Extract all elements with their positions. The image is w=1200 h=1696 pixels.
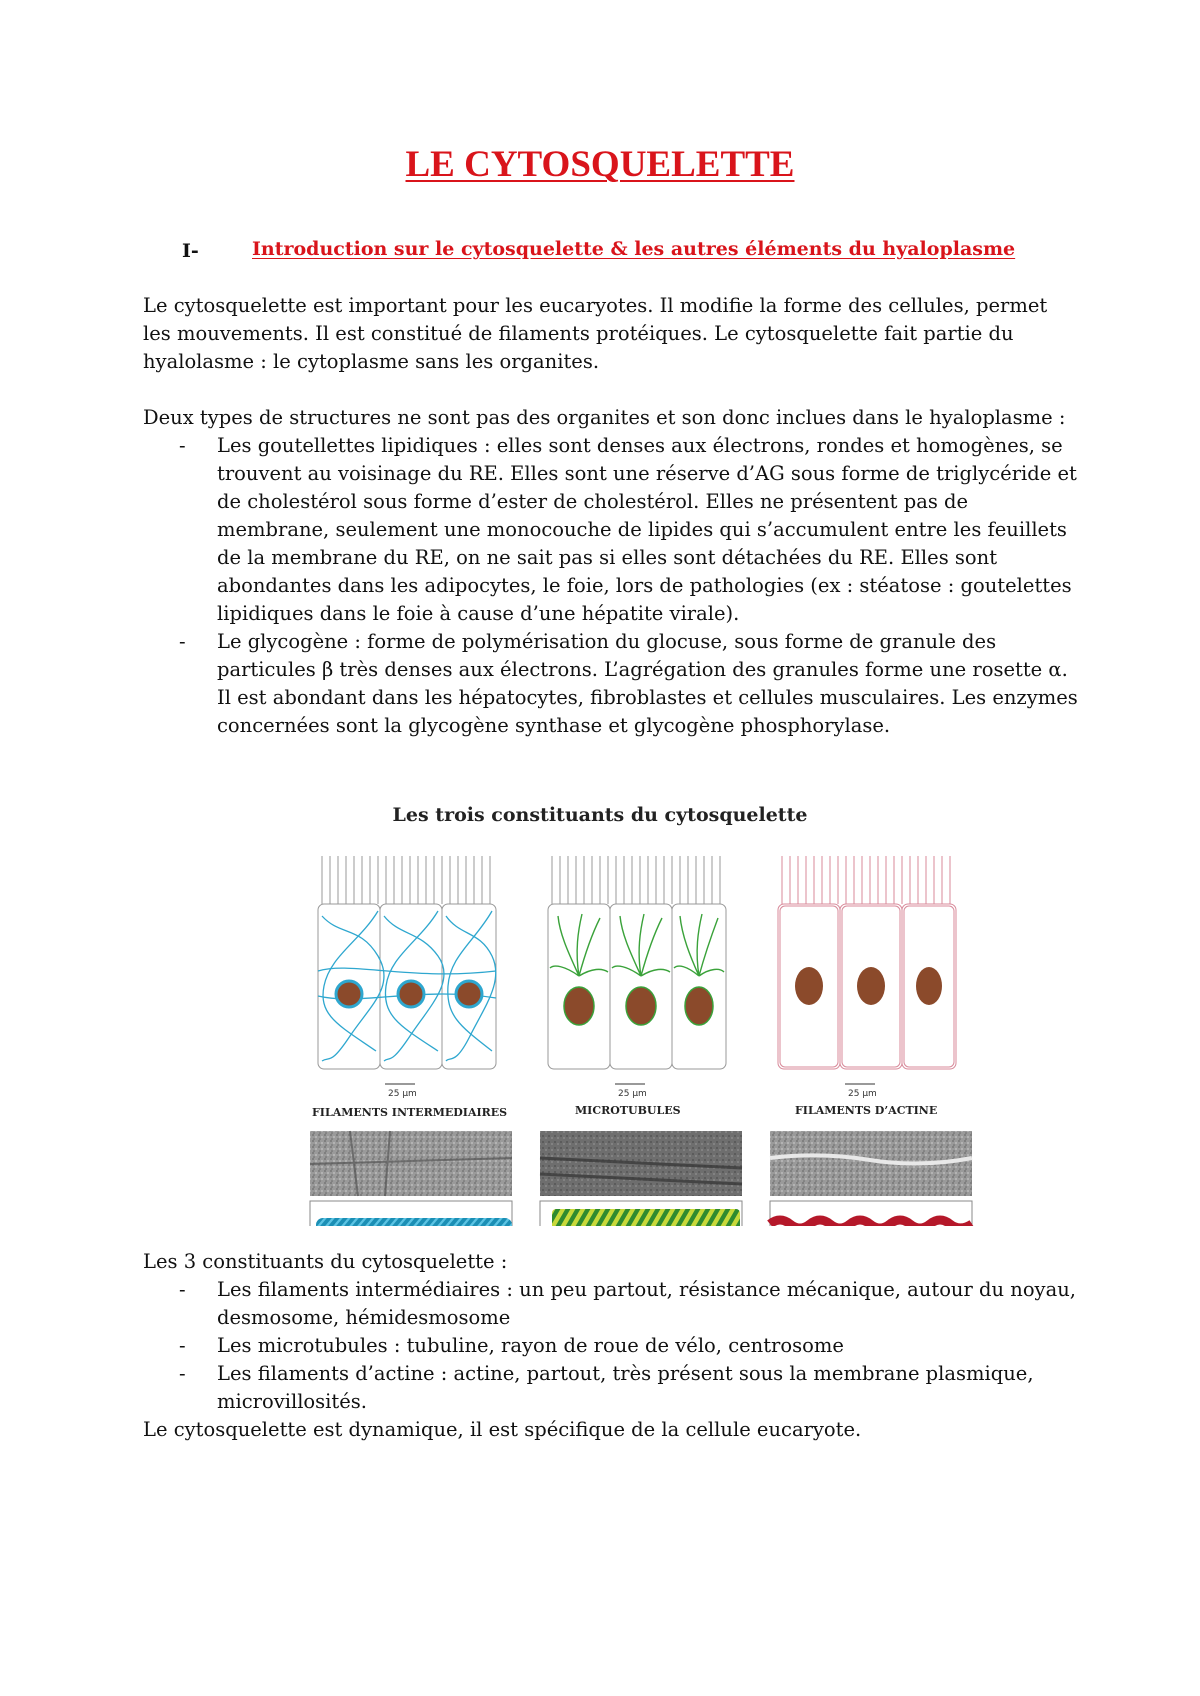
intermediate-filament-model: [316, 1218, 512, 1226]
conclusion: Le cytosquelette est dynamique, il est spécifique de la cellule eucaryote.: [143, 1418, 862, 1441]
bullet-dash: -: [179, 434, 186, 457]
bullet-text: Les goutellettes lipidiques : elles sont denses aux électrons, rondes et homogènes, se trouvent au voisinage du RE. Elles sont une réserve d’AG sous forme de triglycéride et de cholestérol sous forme d’ester de cholestérol. Elles ne présentent pas de membrane, seulement une monocouche de lipides qui s’accumulent entre les feuillets de la membrane du RE, on ne sait pas si elles sont détachées du RE. Elles sont abondantes dans les adipocytes, le foie, lors de pathologies (ex : stéatose : goutelettes lipidiques dans le foie à cause d’une hépatite virale).: [217, 434, 1077, 625]
figure-title: Les trois constituants du cytosquelette: [392, 804, 808, 826]
list-item: [143, 1360, 1083, 1416]
panel-intermediate-filaments: [310, 856, 512, 1226]
bullet-text: Les filaments d’actine : actine, partout, très présent sous la membrane plasmique, microvillosités.: [217, 1362, 1034, 1413]
bullet-dash: -: [179, 1362, 186, 1385]
bullet-text: Le glycogène : forme de polymérisation du glocuse, sous forme de granule des particules β très denses aux électrons. L’agrégation des granules forme une rosette α. Il est abondant dans les hépatocytes, fibroblastes et cellules musculaires. Les enzymes concernées sont la glycogène synthase et glycogène phosphorylase.: [217, 630, 1078, 737]
panel-label: FILAMENTS INTERMEDIAIRES: [312, 1106, 508, 1119]
microtubule-model: [552, 1209, 740, 1226]
scale-label-cell: 25 µm: [388, 1089, 417, 1099]
bullet-text: Les microtubules : tubuline, rayon de roue de vélo, centrosome: [217, 1334, 844, 1357]
panel-label: MICROTUBULES: [575, 1104, 681, 1117]
list-item: [143, 432, 1083, 628]
section-title: Introduction sur le cytosquelette & les autres éléments du hyaloplasme: [252, 238, 1016, 260]
scale-label-cell: 25 µm: [618, 1089, 647, 1099]
bullet-dash: -: [179, 630, 186, 653]
intro-paragraph: Le cytosquelette est important pour les eucaryotes. Il modifie la forme des cellules, permet les mouvements. Il est constitué de filaments protéiques. Le cytosquelette fait partie du hyalolasme : le cytoplasme sans les organites.: [143, 294, 1048, 373]
bullet-dash: -: [179, 1278, 186, 1301]
page-title: LE CYTOSQUELETTE: [405, 144, 795, 185]
constituents-list: [143, 1276, 1083, 1416]
constituents-intro: Les 3 constituants du cytosquelette :: [143, 1250, 508, 1273]
structures-list: [143, 432, 1083, 740]
panel-label: FILAMENTS D’ACTINE: [795, 1104, 938, 1117]
bullet-dash: -: [179, 1334, 186, 1357]
section-number: I-: [182, 240, 199, 262]
panel-microtubules: [540, 856, 742, 1226]
list-item: [143, 1276, 1083, 1332]
cytoskeleton-figure: [300, 846, 990, 1226]
list-item: [143, 1332, 1083, 1360]
bullet-text: Les filaments intermédiaires : un peu partout, résistance mécanique, autour du noyau, desmosome, hémidesmosome: [217, 1278, 1076, 1329]
list-item: [143, 628, 1083, 740]
scale-label-cell: 25 µm: [848, 1089, 877, 1099]
structures-intro: Deux types de structures ne sont pas des organites et son donc inclues dans le hyaloplasme :: [143, 406, 1066, 429]
panel-actin-filaments: [770, 856, 972, 1226]
